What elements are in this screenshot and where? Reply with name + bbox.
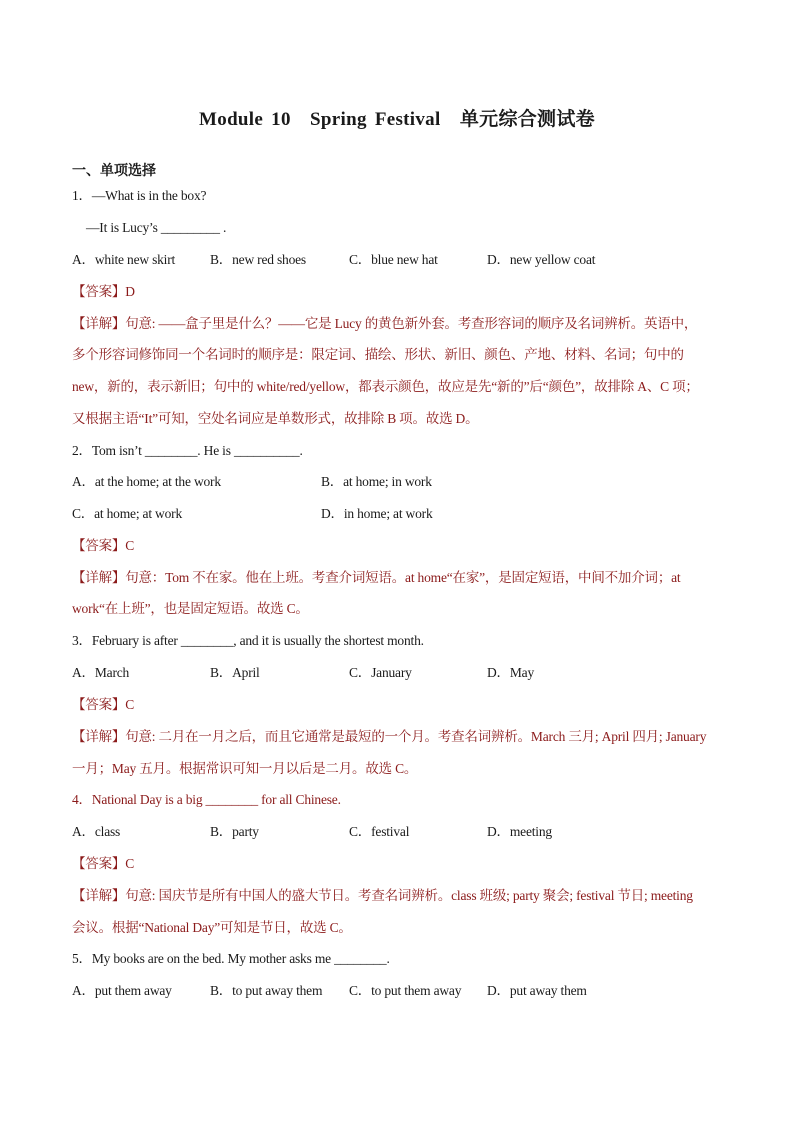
question-1-answer: 【答案】D xyxy=(72,284,135,299)
question-4-option-b: B．party xyxy=(210,824,259,839)
question-2-answer: 【答案】C xyxy=(72,538,135,553)
question-1-detail-line-2: 多个形容词修饰同一个名词时的顺序是：限定词、描绘、形状、新旧、颜色、产地、材料、名词；句中的 xyxy=(72,347,684,362)
question-3-option-c: C．January xyxy=(349,665,412,680)
question-3-detail-line-1: 【详解】句意: 二月在一月之后，而且它通常是最短的一个月。考查名词辨析。March 三月; April 四月; January xyxy=(72,729,707,744)
question-4-detail-line-2: 会议。根据“National Day”可知是节日，故选 C。 xyxy=(72,920,352,935)
question-5-option-b: B．to put away them xyxy=(210,983,323,998)
question-1-detail-line-3: new，新的，表示新旧；句中的 white/red/yellow，都表示颜色，故应是先“新的”后“颜色”，故排除 A、C 项； xyxy=(72,379,699,394)
question-3-option-d: D．May xyxy=(487,665,534,680)
question-5-option-c: C．to put them away xyxy=(349,983,462,998)
question-3-detail-line-2: 一月；May 五月。根据常识可知一月以后是二月。故选 C。 xyxy=(72,761,418,776)
question-5-stem: 5．My books are on the bed. My mother asks me ________. xyxy=(72,951,390,966)
question-1-option-b: B．new red shoes xyxy=(210,252,306,267)
question-1-detail-line-1: 【详解】句意: ——盒子里是什么？——它是 Lucy 的黄色新外套。考查形容词的顺序及名词辨析。英语中， xyxy=(72,316,698,331)
question-2-detail-line-1: 【详解】句意：Tom 不在家。他在上班。考查介词短语。at home“在家”，是固定短语，中间不加介词；at xyxy=(72,570,681,585)
question-3-stem: 3．February is after ________, and it is usually the shortest month. xyxy=(72,633,424,648)
question-4-stem: 4．National Day is a big ________ for all Chinese. xyxy=(72,792,341,807)
question-4-option-d: D．meeting xyxy=(487,824,552,839)
question-4-detail-line-1: 【详解】句意: 国庆节是所有中国人的盛大节日。考查名词辨析。class 班级; party 聚会; festival 节日; meeting xyxy=(72,888,693,903)
question-1-option-a: A．white new skirt xyxy=(72,252,176,267)
question-4-option-a: A．class xyxy=(72,824,121,839)
question-1-option-d: D．new yellow coat xyxy=(487,252,596,267)
section-heading: 一、单项选择 xyxy=(72,164,156,179)
question-1-detail-line-4: 又根据主语“It”可知，空处名词应是单数形式，故排除 B 项。故选 D。 xyxy=(72,411,479,426)
question-2-option-a: A．at the home; at the work xyxy=(72,474,221,489)
question-2-option-b: B．at home; in work xyxy=(321,474,432,489)
question-2-option-c: C．at home; at work xyxy=(72,506,183,521)
question-3-answer: 【答案】C xyxy=(72,697,135,712)
question-1-stem-reply: —It is Lucy’s _________ . xyxy=(86,220,227,235)
page-title: Module 10 Spring Festival 单元综合测试卷 xyxy=(199,109,595,130)
question-1-option-c: C．blue new hat xyxy=(349,252,438,267)
question-5-option-d: D．put away them xyxy=(487,983,587,998)
question-2-stem: 2．Tom isn’t ________. He is __________. xyxy=(72,443,303,458)
question-2-detail-line-2: work“在上班”，也是固定短语。故选 C。 xyxy=(72,601,309,616)
question-4-answer: 【答案】C xyxy=(72,856,135,871)
question-2-option-d: D．in home; at work xyxy=(321,506,433,521)
question-5-option-a: A．put them away xyxy=(72,983,172,998)
question-4-option-c: C．festival xyxy=(349,824,410,839)
question-3-option-a: A．March xyxy=(72,665,130,680)
question-1-stem: 1．—What is in the box? xyxy=(72,188,207,203)
question-3-option-b: B．April xyxy=(210,665,260,680)
